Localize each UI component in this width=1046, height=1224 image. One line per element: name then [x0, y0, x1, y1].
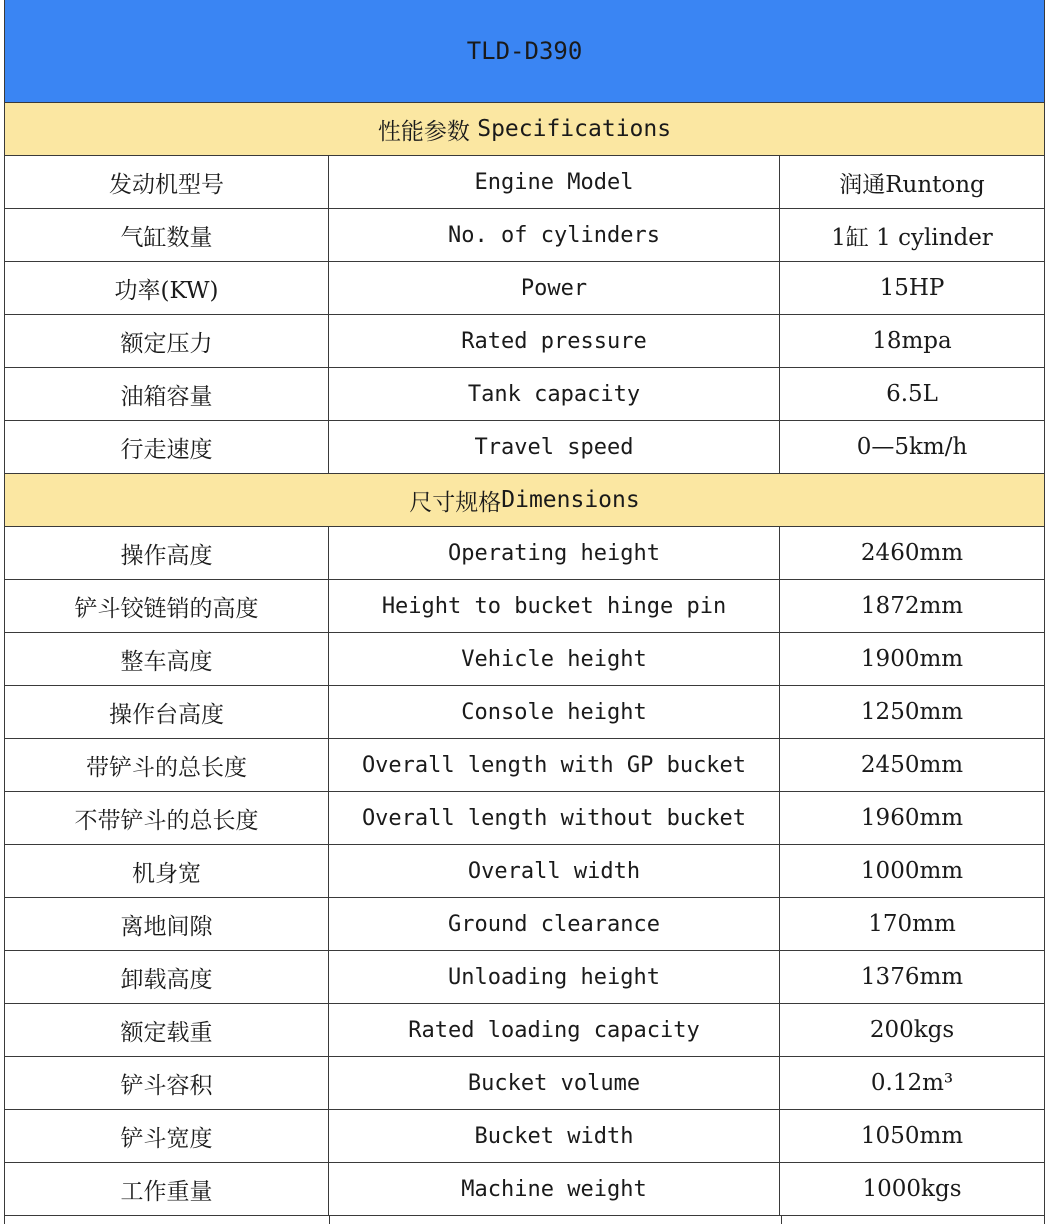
table-row	[5, 1163, 1044, 1216]
row-label-cn: 工作重量	[5, 1163, 329, 1215]
row-value: 1376mm	[860, 964, 964, 990]
row-value: 1872mm	[860, 593, 964, 619]
table-row	[5, 421, 1044, 474]
row-label-cn: 操作高度	[5, 527, 329, 579]
row-value: 2460mm	[860, 540, 964, 566]
row-value: 1250mm	[860, 699, 964, 725]
row-label-en: Overall length without bucket	[329, 792, 780, 844]
row-value: 润通Runtong	[839, 171, 985, 198]
row-label-cn: 行走速度	[5, 421, 329, 473]
row-label-en: Travel speed	[329, 421, 780, 473]
row-label-cn: 额定压力	[5, 315, 329, 367]
row-value: 0.12m³	[870, 1070, 954, 1096]
row-label-en: Engine Model	[329, 156, 780, 208]
row-label-en: Overall width	[329, 845, 780, 897]
section-title-cn: 性能参数	[377, 118, 478, 145]
row-label-en: Bucket volume	[329, 1057, 780, 1109]
table-row	[5, 527, 1044, 580]
row-value: 6.5L	[886, 381, 938, 407]
row-value: 1900mm	[860, 646, 964, 672]
dimension-rows	[5, 527, 1044, 1216]
row-label-en: Vehicle height	[329, 633, 780, 685]
row-label-en: Overall length with GP bucket	[329, 739, 780, 791]
row-label-en: Rated pressure	[329, 315, 780, 367]
row-label-cn: 整车高度	[5, 633, 329, 685]
table-row	[5, 898, 1044, 951]
table-row	[5, 156, 1044, 209]
row-label-cn: 机身宽	[5, 845, 329, 897]
row-value: 1000mm	[860, 858, 964, 884]
row-label-cn: 离地间隙	[5, 898, 329, 950]
section-header-dimensions	[5, 474, 1044, 527]
row-label-en: Rated loading capacity	[329, 1004, 780, 1056]
table-row	[5, 633, 1044, 686]
row-label-en: Power	[329, 262, 780, 314]
section-title-en: Specifications	[477, 116, 672, 142]
row-label-cn: 卸载高度	[5, 951, 329, 1003]
table-row	[5, 1057, 1044, 1110]
row-label-en: Ground clearance	[329, 898, 780, 950]
row-label-cn: 铲斗宽度	[5, 1110, 329, 1162]
row-label-cn: 油箱容量	[5, 368, 329, 420]
row-label-cn: 铲斗铰链销的高度	[5, 580, 329, 632]
table-row	[5, 315, 1044, 368]
row-label-en: No. of cylinders	[329, 209, 780, 261]
row-label-en: Machine weight	[329, 1163, 780, 1215]
row-label-cn: 带铲斗的总长度	[5, 739, 329, 791]
row-label-en: Console height	[329, 686, 780, 738]
row-value: 0—5km/h	[856, 434, 968, 460]
row-label-cn: 功率(KW)	[5, 262, 329, 314]
row-value: 1缸 1 cylinder	[831, 224, 993, 251]
table-row	[5, 686, 1044, 739]
row-value: 1000kgs	[862, 1176, 962, 1202]
section-title-en: Dimensions	[501, 487, 640, 513]
row-value: 200kgs	[869, 1017, 955, 1043]
row-label-cn: 额定载重	[5, 1004, 329, 1056]
section-title-cn: 尺寸规格	[409, 489, 502, 516]
row-value: 1960mm	[860, 805, 964, 831]
row-label-cn: 气缸数量	[5, 209, 329, 261]
row-label-cn: 铲斗容积	[5, 1057, 329, 1109]
table-row	[5, 580, 1044, 633]
table-row	[5, 1110, 1044, 1163]
row-value: 18mpa	[872, 328, 952, 354]
row-value: 1050mm	[860, 1123, 964, 1149]
table-row	[5, 739, 1044, 792]
table-row	[5, 951, 1044, 1004]
table-row	[5, 209, 1044, 262]
row-label-cn: 发动机型号	[5, 156, 329, 208]
spec-sheet	[4, 0, 1045, 1224]
row-label-en: Unloading height	[329, 951, 780, 1003]
row-label-en: Height to bucket hinge pin	[329, 580, 780, 632]
table-row	[5, 262, 1044, 315]
section-header-specifications	[5, 103, 1044, 156]
row-label-en: Operating height	[329, 527, 780, 579]
row-value: 15HP	[879, 275, 945, 301]
table-row	[5, 792, 1044, 845]
row-label-cn: 操作台高度	[5, 686, 329, 738]
row-value: 170mm	[868, 911, 956, 937]
model-title: TLD-D390	[5, 0, 1044, 103]
spec-rows	[5, 156, 1044, 474]
row-label-cn: 不带铲斗的总长度	[5, 792, 329, 844]
row-value: 2450mm	[860, 752, 964, 778]
table-row	[5, 368, 1044, 421]
row-label-en: Tank capacity	[329, 368, 780, 420]
row-label-en: Bucket width	[329, 1110, 780, 1162]
table-row	[5, 845, 1044, 898]
table-row	[5, 1004, 1044, 1057]
